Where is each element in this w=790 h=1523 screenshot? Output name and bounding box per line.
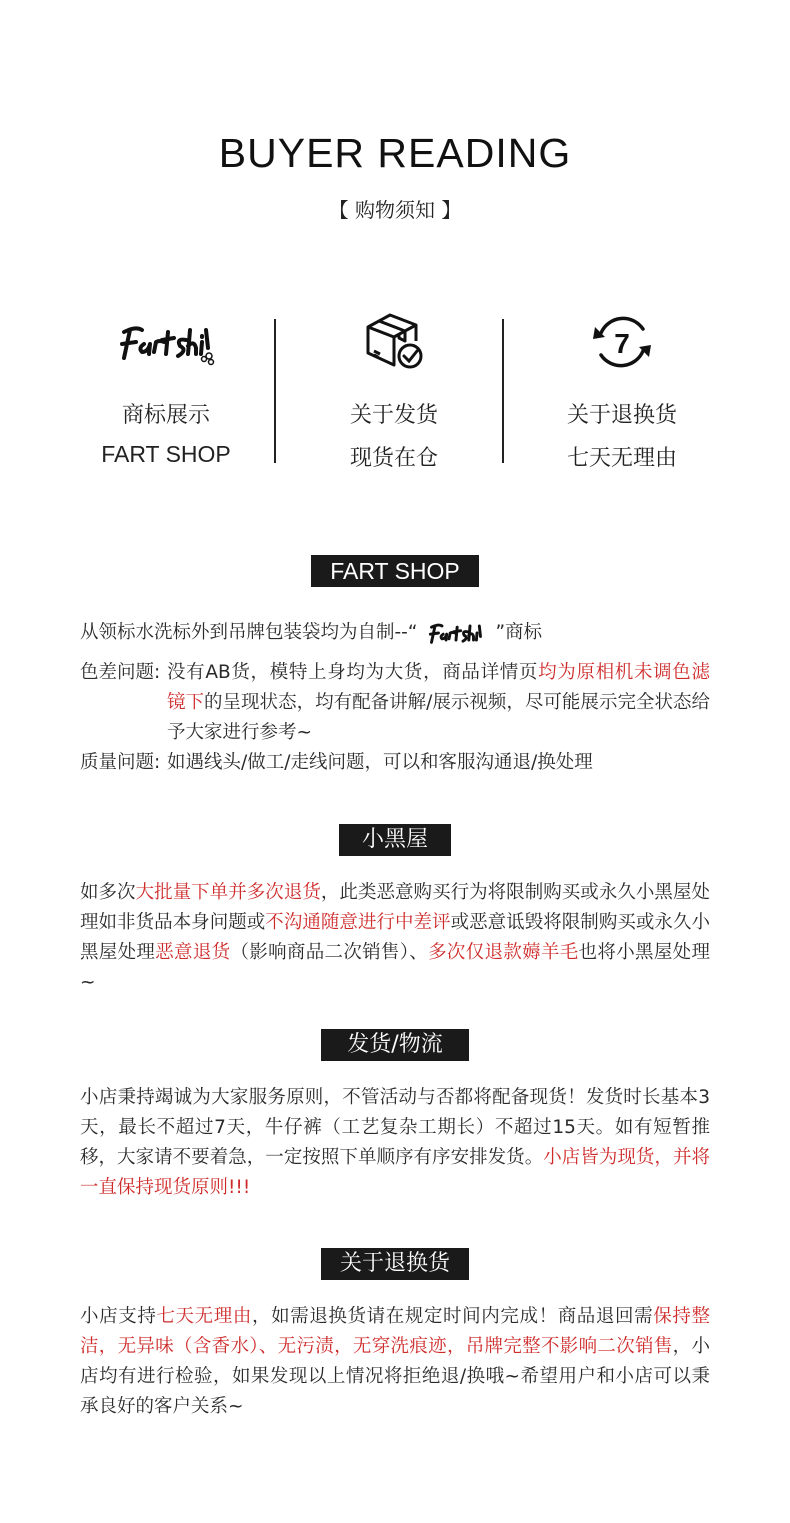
brand-logo-icon <box>116 318 216 366</box>
feature-return <box>508 308 736 471</box>
feature-trademark <box>52 308 280 468</box>
quality-issue-item: 质量问题: 如遇线头/做工/走线问题，可以和客服沟通退/换处理 <box>80 752 593 773</box>
section-label-fart-shop: FART SHOP <box>311 555 479 587</box>
feature-subtitle: 现货在仓 <box>349 446 438 471</box>
seven-day-return-icon <box>589 311 655 373</box>
feature-divider <box>274 319 276 463</box>
feature-title: 关于退换货 <box>566 403 677 428</box>
svg-text:7: 7 <box>614 328 630 359</box>
page-subtitle: 【 购物须知 】 <box>328 198 462 222</box>
feature-subtitle: FART SHOP <box>101 441 231 467</box>
trademark-line: 从领标水洗标外到吊牌包装袋均为自制--“ ”商标 <box>80 618 710 648</box>
shipping-section-body: 小店秉持竭诚为大家服务原则，不管活动与否都将配备现货！发货时长基本3天，最长不超过7天，牛仔裤（工艺复杂工期长）不超过15天。如有短暂推移，大家请不要着急，一定按照下单顺序有序安排发货。小店皆为现货，并将一直保持现货原则!!! <box>80 1087 710 1198</box>
feature-subtitle: 七天无理由 <box>566 446 677 471</box>
color-difference-item: 色差问题: 没有AB货，模特上身均为大货，商品详情页均为原相机未调色滤镜下的呈现状态，均有配备讲解/展示视频，尽可能展示完全状态给予大家进行参考~ <box>80 662 710 743</box>
blacklist-section-body: 如多次大批量下单并多次退货，此类恶意购买行为将限制购买或永久小黑屋处理如非货品本身问题或不沟通随意进行中差评或恶意诋毁将限制购买或永久小黑屋处理恶意退货（影响商品二次销售）、多次仅退款薅羊毛也将小黑屋处理~ <box>80 882 710 993</box>
package-check-icon <box>362 311 426 373</box>
feature-row <box>52 308 738 471</box>
feature-title: 商标展示 <box>121 403 210 428</box>
feature-divider <box>502 319 504 463</box>
returns-section-body: 小店支持七天无理由，如需退换货请在规定时间内完成！商品退回需保持整洁，无异味（含香水）、无污渍，无穿洗痕迹，吊牌完整不影响二次销售，小店均有进行检验，如果发现以上情况将拒绝退/换哦~希望用户和小店可以秉承良好的客户关系~ <box>80 1306 710 1417</box>
section-label-shipping: 发货/物流 <box>321 1029 469 1061</box>
brand-section-body <box>80 618 710 778</box>
feature-title: 关于发货 <box>349 403 438 428</box>
page-title: BUYER READING <box>218 130 572 176</box>
section-label-returns: 关于退换货 <box>321 1248 469 1280</box>
feature-shipping <box>280 308 508 471</box>
section-label-blacklist: 小黑屋 <box>339 824 451 856</box>
brand-logo-icon <box>419 619 493 647</box>
